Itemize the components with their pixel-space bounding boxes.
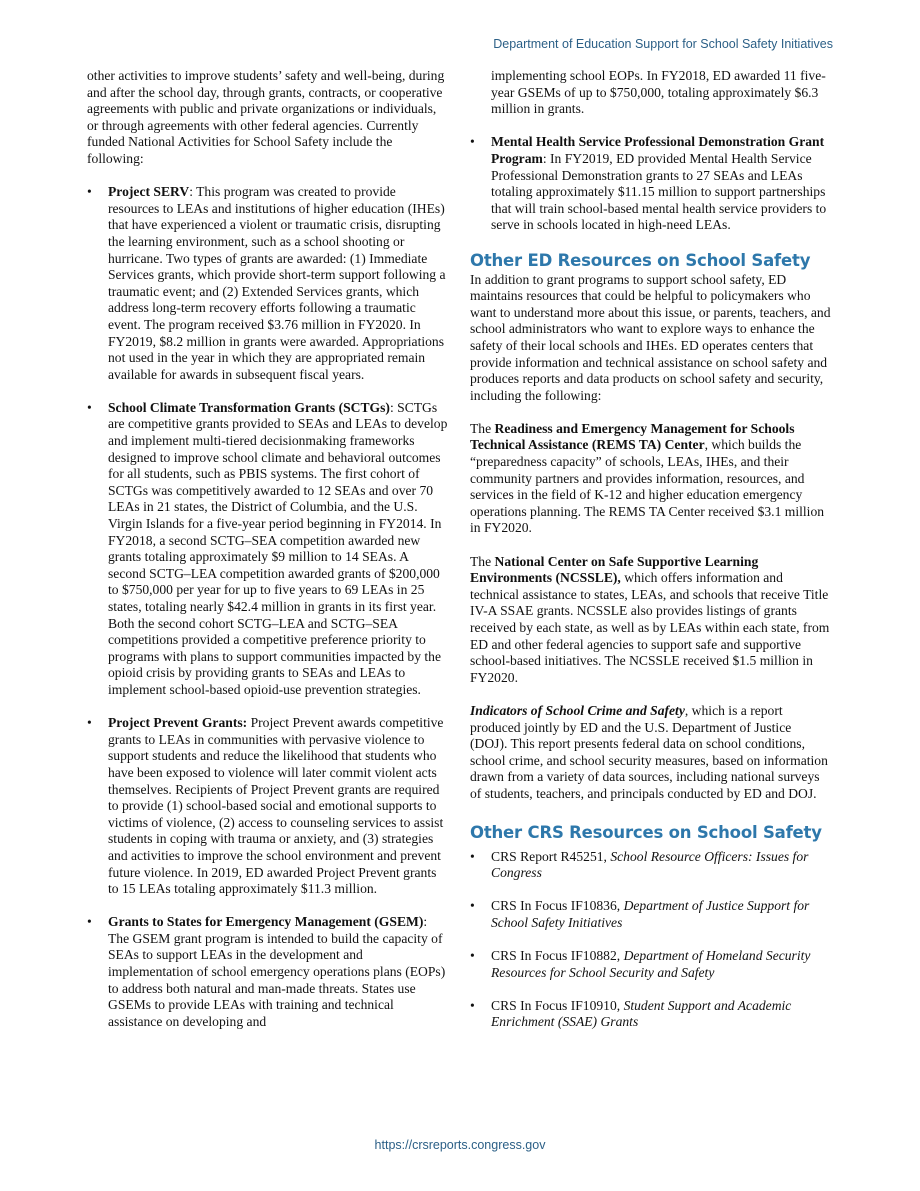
list-item-mental-health [470, 134, 832, 234]
list-item-project-prevent [87, 715, 449, 898]
ncssle-paragraph: The National Center on Safe Supportive Learning Environments (NCSSLE), which offers information and technical assistance to states, LEAs, and schools that receive Title IV-A SSAE grants. NCSSLE also provides listings of grants received by each state, as well as by LEAs within each state, from ED and other federal agencies to support safe and supportive school-based initiatives. The NCSSLE received $1.5 million in FY2020. [470, 553, 830, 685]
item-term: Mental Health Service Professional Demonstration Grant Program [491, 134, 825, 166]
crs-item: • CRS In Focus IF10882, Department of Homeland Security Resources for School Security and Safety [470, 948, 832, 981]
list-item-sctg [87, 400, 449, 699]
crs-item: • CRS In Focus IF10836, Department of Justice Support for School Safety Initiatives [470, 898, 832, 931]
indicators-report-title: Indicators of School Crime and Safety [470, 702, 685, 718]
item-term: Project SERV [108, 184, 190, 200]
item-text: : SCTGs are competitive grants provided to SEAs and LEAs to develop and implement multi-tiered decisionmaking frameworks designed to improve school climate and behavioral outcomes for all students, such as PBIS systems. The first cohort of SCTGs was competitively awarded to 12 SEAs and over 70 LEAs in 21 states, the District of Columbia, and the U.S. Virgin Islands for a five-year period beginning in FY2014. In FY2018, a second SCTG–SEA competition awarded new grants totaling approximately $9 million to 14 SEAs. A second SCTG–LEA competition awarded grants of $200,000 to $750,000 per year for up to five years to 69 LEAs in 25 states, totaling nearly $42.4 million in grants in its first year. Both the second cohort SCTG–LEA and SCTG–SEA competitions provided a competitive preference priority to programs with plans to support communities impacted by the opioid crisis by providing grants to SEAs and LEAs to implement school-based opioid-use prevention strategies. [108, 399, 448, 697]
left-column [87, 68, 449, 1047]
item-text: : The GSEM grant program is intended to build the capacity of SEAs to support LEAs in the development and implementation of school emergency operations plans (EOPs) to address both natural and man-made threats. States use GSEMs to provide LEAs with training and technical assistance on developing and [108, 914, 446, 1029]
rems-center-name: Readiness and Emergency Management for Schools Technical Assistance (REMS TA) Center [470, 420, 795, 453]
crs-item-title: Department of Homeland Security Resources for School Security and Safety [491, 948, 811, 980]
ed-resources-paragraph: In addition to grant programs to support school safety, ED maintains resources that could be helpful to policymakers who want to understand more about this issue, or parents, teachers, and school administrators who want to explore ways to enhance the safety of their local schools and IHEs. ED operates centers that provide information and technical assistance on school safety and produces reports and data products on school safety and security, including the following: [470, 271, 831, 403]
section-heading-crs-resources: Other CRS Resources on School Safety [470, 822, 822, 842]
rems-paragraph: The Readiness and Emergency Management for Schools Technical Assistance (REMS TA) Center, which builds the “preparedness capacity” of schools, LEAs, IHEs, and their community partners and provides information, resources, and services in the field of K-12 and higher education emergency operations planning. The REMS TA Center received $3.1 million in FY2020. [470, 420, 825, 536]
activities-list [87, 184, 449, 1030]
indicators-paragraph: Indicators of School Crime and Safety, which is a report produced jointly by ED and the U.S. Department of Justice (DOJ). This report presents federal data on school conditions, school crime, and school security measures, based on information drawn from a variety of data sources, including national surveys of students, teachers, and principals conducted by ED and DOJ. [470, 702, 828, 801]
intro-paragraph: other activities to improve students’ safety and well-being, during and after the school day, through grants, contracts, or cooperative agreements with public and private organizations or individuals, or through agreements with other federal agencies. Currently funded National Activities for School Safety include the following: [87, 68, 445, 166]
item-term: Project Prevent Grants: [108, 715, 248, 731]
item-term: School Climate Transformation Grants (SCTGs) [108, 399, 390, 415]
crs-item-title: School Resource Officers: Issues for Congress [491, 848, 809, 881]
crs-resources-list [470, 849, 832, 1032]
crs-item-title: Department of Justice Support for School Safety Initiatives [491, 898, 810, 930]
item-text: : This program was created to provide resources to LEAs and institutions of higher education (IHEs) that have experienced a violent or traumatic crisis, disrupting the learning environment, such as a school shooting or hurricane. Two types of grants are awarded: (1) Immediate Services grants, which provide short-term support following a traumatic event; and (2) Extended Services grants, which address long-term recovery efforts following a traumatic event. The program received $3.76 million in FY2020. In FY2019, $8.2 million in grants were awarded. Appropriations not used in the year in which they are appropriated remain available for awards in subsequent fiscal years. [108, 184, 446, 382]
crs-item: • CRS In Focus IF10910, Student Support and Academic Enrichment (SSAE) Grants [470, 998, 832, 1031]
ncssle-name: National Center on Safe Supportive Learning Environments (NCSSLE), [470, 553, 759, 586]
list-item-gsem [87, 914, 449, 1030]
crs-item-title: Student Support and Academic Enrichment (SSAE) Grants [491, 997, 792, 1030]
item-text: : In FY2019, ED provided Mental Health Service Professional Demonstration grants to 27 SEAs and LEAs totaling approximately $11.15 million to support partnerships that will train school-based mental health service providers to serve in schools located in high-need LEAs. [491, 150, 827, 233]
right-column [470, 68, 832, 1048]
list-item-project-serv [87, 184, 449, 383]
item-text: Project Prevent awards competitive grants to LEAs in communities with pervasive violence to support students and reduce the likelihood that students who have been exposed to violence will later commit violent acts themselves. Recipients of Project Prevent grants are required to provide (1) school-based social and emotional supports to victims of violence, (2) access to counseling services to assist students in coping with trauma or anxiety, and (3) strategies and activities to improve the school environment and prevent future violence. In 2019, ED awarded Project Prevent grants to 15 LEAs totaling approximately $11.3 million. [108, 715, 444, 897]
item-term: Grants to States for Emergency Management (GSEM) [108, 914, 424, 930]
mh-list [470, 134, 832, 234]
gsem-continuation: implementing school EOPs. In FY2018, ED awarded 11 five-year GSEMs of up to $750,000, totaling approximately $6.3 million in grants. [491, 68, 826, 117]
footer-url[interactable]: https://crsreports.congress.gov [374, 1138, 546, 1152]
crs-item: • CRS Report R45251, School Resource Officers: Issues for Congress [470, 849, 832, 882]
running-header: Department of Education Support for School Safety Initiatives [493, 37, 833, 51]
section-heading-ed-resources: Other ED Resources on School Safety [470, 250, 811, 270]
